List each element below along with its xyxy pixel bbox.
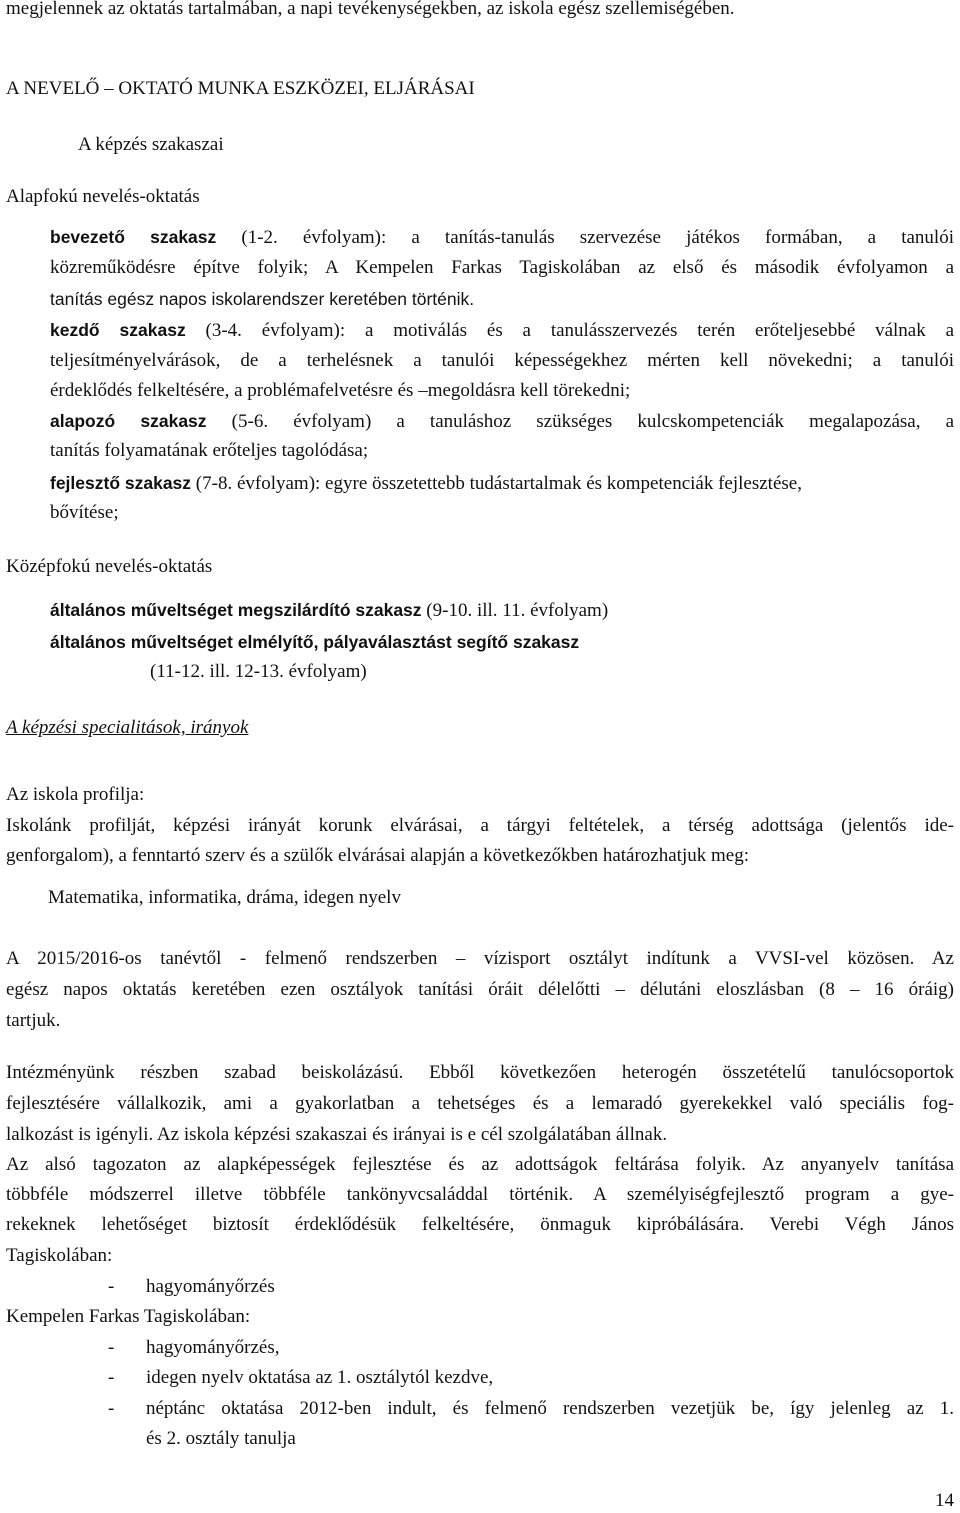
beiskolazas-line-2: fejlesztésére vállalkozik, ami a gyakorlatban a tehetséges és a lemaradó gyerekekkel való speciális fog-: [6, 1093, 954, 1114]
intro-line: megjelennek az oktatás tartalmában, a napi tevékenységekben, az iskola egész szellemiségében.: [6, 0, 735, 19]
kempelen-list-item: hagyományőrzés,: [146, 1337, 280, 1358]
alapozo-text: (5-6. évfolyam) a tanuláshoz szükséges kulcskompetenciák megalapozása, a: [231, 411, 955, 432]
beiskolazas-line-5: többféle módszerrel illetve többféle tankönyvcsaláddal történik. A személyiségfejlesztő program a gye-: [6, 1184, 954, 1205]
fejleszto-line-2: bővítése;: [50, 502, 119, 523]
alapfoku-title: Alapfokú nevelés-oktatás: [6, 186, 200, 207]
kezdo-line-2: teljesítményelvárások, de a terhelésnek a tanulói képességekhez mérten kell növekedni; a tanulói: [50, 350, 954, 371]
kempelen-list-item-continued: és 2. osztály tanulja: [146, 1428, 296, 1449]
beiskolazas-line-7: Tagiskolában:: [6, 1245, 113, 1266]
kozepfoku-title: Középfokú nevelés-oktatás: [6, 556, 213, 577]
beiskolazas-line-1: Intézményünk részben szabad beiskolázású. Ebből következően heterogén összetételű tanulócsoportok: [6, 1062, 954, 1083]
kezdo-line-3: érdeklődés felkeltésére, a problémafelvetésre és –megoldásra kell törekedni;: [50, 380, 631, 401]
vizisport-line-2: egész napos oktatás keretében ezen osztályok tanítási óráit délelőtti – délutáni eloszlásban (8 – 16 óráig): [6, 979, 954, 1000]
list-dash: -: [108, 1337, 115, 1358]
profil-line-1: Iskolánk profilját, képzési irányát korunk elvárásai, a tárgyi feltételek, a térség adottsága (jelentős ide-: [6, 815, 954, 836]
kozep2-line-2: (11-12. ill. 12-13. évfolyam): [150, 661, 367, 682]
kempelen-label: Kempelen Farkas Tagiskolában:: [6, 1306, 251, 1327]
profil-label: Az iskola profilja:: [6, 784, 145, 805]
vizisport-line-1: A 2015/2016-os tanévtől - felmenő rendszerben – vízisport osztályt indítunk a VVSI-vel közösen. Az: [6, 948, 954, 969]
fejleszto-label: fejlesztő szakasz: [50, 473, 192, 493]
list-dash: -: [108, 1276, 115, 1297]
bevezeto-line-1: [50, 226, 954, 249]
beiskolazas-line-4: Az alsó tagozaton az alapképességek fejlesztése és az adottságok feltárása folyik. Az anyanyelv tanítása: [6, 1154, 954, 1175]
kozep-line-1: [50, 599, 608, 622]
kozep2-label: általános műveltséget elmélyítő, pályaválasztást segítő szakasz: [50, 632, 580, 652]
beiskolazas-line-6: rekeknek lehetőséget biztosít érdeklődésük felkeltésére, önmaguk kipróbálására. Verebi Végh János: [6, 1214, 954, 1235]
beiskolazas-line-3: lalkozást is igényli. Az iskola képzési szakaszai és irányai is e cél szolgálatában állnak.: [6, 1124, 668, 1145]
kozep1-text: (9-10. ill. 11. évfolyam): [421, 600, 609, 621]
bevezeto-line-3: tanítás egész napos iskolarendszer keretében történik.: [50, 289, 475, 309]
alapozo-line-1: [50, 410, 954, 433]
fejleszto-line-1: [50, 472, 954, 495]
profil-line-2: genforgalom), a fenntartó szerv és a szülők elvárásai alapján a következőkben határozhatjuk meg:: [6, 845, 749, 866]
profil-list: Matematika, informatika, dráma, idegen nyelv: [48, 887, 401, 908]
list-dash: -: [108, 1398, 115, 1419]
kempelen-list-item: idegen nyelv oktatása az 1. osztálytól kezdve,: [146, 1367, 494, 1388]
fejleszto-text: (7-8. évfolyam): egyre összetettebb tudástartalmak és kompetenciák fejlesztése,: [195, 473, 802, 494]
kozep1-label: általános műveltséget megszilárdító szakasz: [50, 600, 422, 620]
alapozo-line-2: tanítás folyamatának erőteljes tagolódása;: [50, 440, 369, 461]
alapozo-label: alapozó szakasz: [50, 411, 207, 431]
bevezeto-line-2: közreműködésre építve folyik; A Kempelen Farkas Tagiskolában az első és második évfolyamon a: [50, 257, 954, 278]
subsection-title: A képzés szakaszai: [78, 134, 224, 155]
kezdo-text: (3-4. évfolyam): a motiválás és a tanulásszervezés terén erőteljesebbé válnak a: [205, 320, 955, 341]
verebi-list-item: hagyományőrzés: [146, 1276, 275, 1297]
specialitasok-title: A képzési specialitások, irányok: [6, 717, 249, 738]
bevezeto-label: bevezető szakasz: [50, 227, 217, 247]
kezdo-label: kezdő szakasz: [50, 320, 186, 340]
vizisport-line-3: tartjuk.: [6, 1010, 61, 1031]
page-number: 14: [935, 1490, 954, 1511]
bevezeto-text: (1-2. évfolyam): a tanítás-tanulás szervezése játékos formában, a tanulói: [241, 227, 954, 248]
section-title: A NEVELŐ – OKTATÓ MUNKA ESZKÖZEI, ELJÁRÁSAI: [6, 78, 475, 99]
kezdo-line-1: [50, 319, 954, 342]
kempelen-list-item: néptánc oktatása 2012-ben indult, és felmenő rendszerben vezetjük be, így jelenleg az 1.: [146, 1398, 954, 1419]
list-dash: -: [108, 1367, 115, 1388]
